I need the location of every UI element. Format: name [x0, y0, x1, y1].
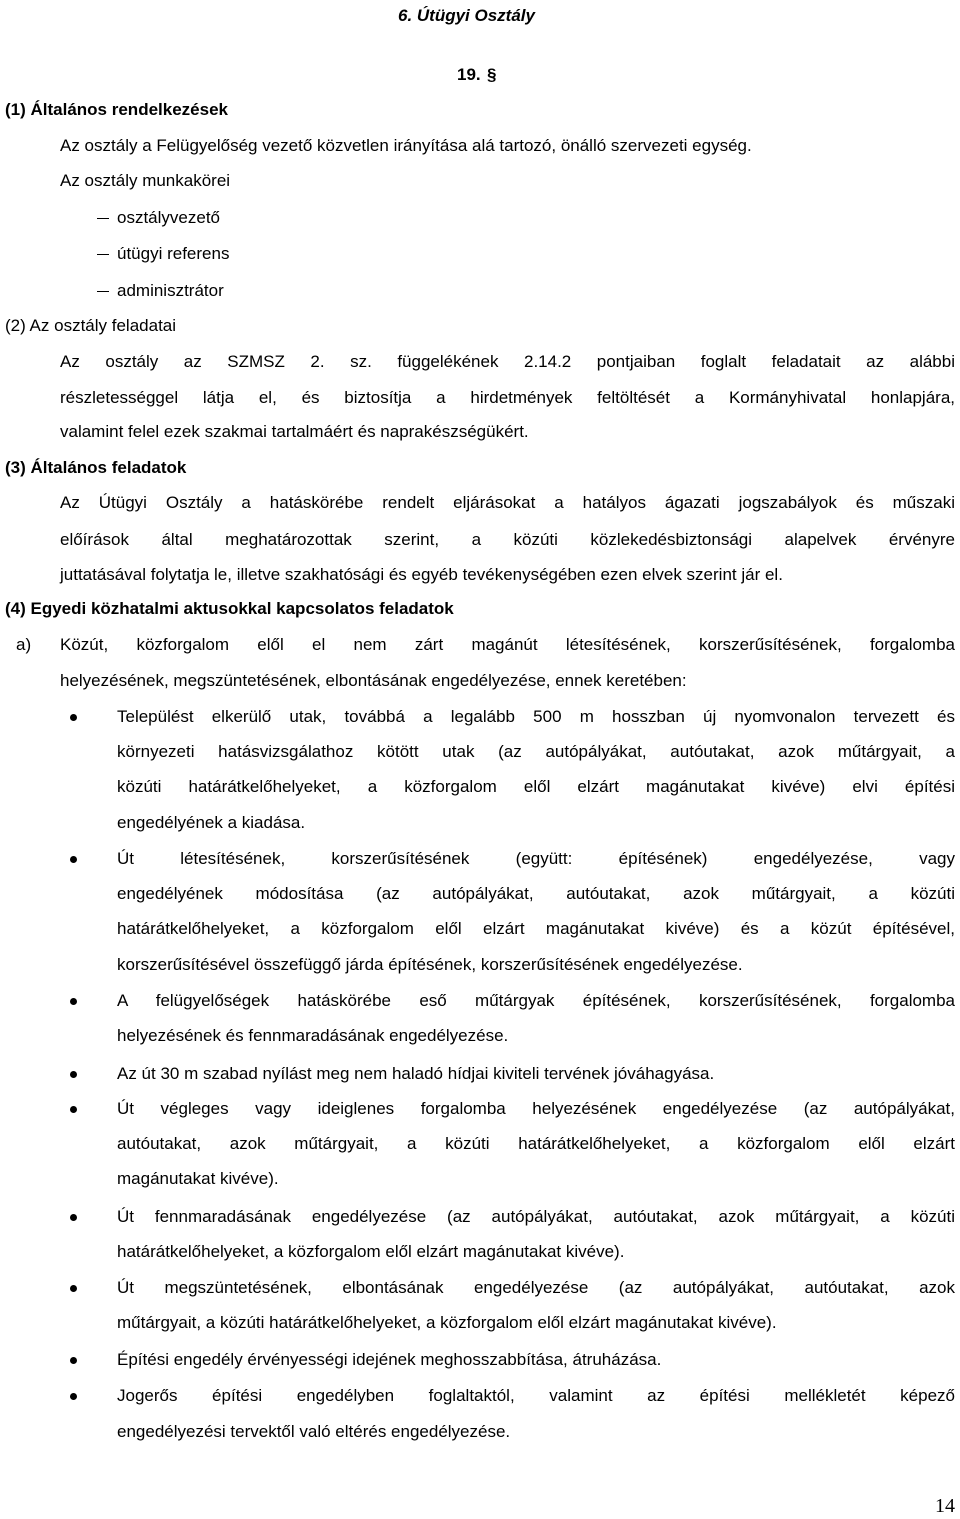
page-number: 14	[935, 1495, 955, 1517]
section-title: 6. Útügyi Osztály	[398, 6, 535, 25]
bullet-line: határátkelőhelyeket, a közforgalom elől elzárt magánutakat kivéve).	[117, 1242, 625, 1261]
bullet-line: autóutakat, azok műtárgyait, a közúti határátkelőhelyeket, a közforgalom elől elzárt	[117, 1134, 955, 1153]
role-item: útügyi referens	[97, 243, 229, 265]
bullet-line: engedélyezési tervektől való eltérés engedélyezése.	[117, 1422, 511, 1441]
item-a-line: helyezésének, megszüntetésének, elbontásának engedélyezése, ennek keretében:	[60, 671, 687, 690]
bullet-icon	[70, 1106, 77, 1113]
heading-1: (1) Általános rendelkezések	[5, 100, 228, 119]
bullet-icon	[70, 714, 77, 721]
s3-line: előírások által meghatározottak szerint, a közúti közlekedésbiztonsági alapelvek érvényre	[60, 530, 955, 549]
bullet-line: Az út 30 m szabad nyílást meg nem haladó hídjai kiviteli tervének jóváhagyása.	[117, 1064, 715, 1083]
section-sign-icon: §	[487, 65, 497, 84]
bullet-icon	[70, 1393, 77, 1400]
bullet-line: határátkelőhelyeket, a közforgalom elől elzárt magánutakat kivéve) és a közút építésével,	[117, 919, 955, 938]
s3-line: juttatásával folytatja le, illetve szakhatósági és egyéb tevékenységében ezen elvek szerint jár el.	[60, 565, 783, 584]
dash-icon	[97, 218, 109, 219]
dash-icon	[97, 291, 109, 292]
bullet-line: Települést elkerülő utak, továbbá a legalább 500 m hosszban új nyomvonalon tervezett és	[117, 707, 955, 726]
bullet-line: Jogerős építési engedélyben foglaltaktól, valamint az építési mellékletét képező	[117, 1386, 955, 1405]
bullet-icon	[70, 1071, 77, 1078]
item-a-line: Közút, közforgalom elől el nem zárt magánút létesítésének, korszerűsítésének, forgalomba	[60, 635, 955, 654]
heading-2: (2) Az osztály feladatai	[5, 316, 177, 335]
bullet-line: Építési engedély érvényességi idejének meghosszabbítása, átruházása.	[117, 1350, 662, 1369]
s2-line: részletességgel látja el, és biztosítja a hirdetmények feltöltését a Kormányhivatal honlapjára,	[60, 388, 955, 407]
paragraph-number: 19.	[457, 65, 481, 84]
bullet-line: korszerűsítésével összefüggő járda építésének, korszerűsítésének engedélyezése.	[117, 955, 743, 974]
bullet-line: közúti határátkelőhelyeket, a közforgalom elől elzárt magánutakat kivéve) elvi építési	[117, 777, 955, 796]
s1-text: Az osztály a Felügyelőség vezető közvetlen irányítása alá tartozó, önálló szervezeti egység.	[60, 136, 752, 155]
heading-3: (3) Általános feladatok	[5, 458, 187, 477]
bullet-line: A felügyelőségek hatáskörébe eső műtárgyak építésének, korszerűsítésének, forgalomba	[117, 991, 955, 1010]
bullet-line: műtárgyait, a közúti határátkelőhelyeket, a közforgalom elől elzárt magánutakat kivéve).	[117, 1313, 777, 1332]
s2-line: valamint felel ezek szakmai tartalmáért és naprakészségükért.	[60, 422, 529, 441]
bullet-icon	[70, 856, 77, 863]
item-a-label: a)	[16, 635, 32, 654]
role-item: osztályvezető	[97, 207, 220, 229]
bullet-line: magánutakat kivéve).	[117, 1169, 279, 1188]
heading-4: (4) Egyedi közhatalmi aktusokkal kapcsolatos feladatok	[5, 599, 454, 618]
bullet-line: helyezésének és fennmaradásának engedélyezése.	[117, 1026, 509, 1045]
bullet-line: környezeti hatásvizsgálathoz kötött utak (az autópályákat, autóutakat, azok műtárgyait, a	[117, 742, 955, 761]
bullet-icon	[70, 1357, 77, 1364]
bullet-line: Út megszüntetésének, elbontásának engedélyezése (az autópályákat, autóutakat, azok	[117, 1278, 955, 1297]
s3-line: Az Útügyi Osztály a hatáskörébe rendelt eljárásokat a hatályos ágazati jogszabályok és műszaki	[60, 493, 955, 512]
bullet-icon	[70, 1285, 77, 1292]
roles-title: Az osztály munkakörei	[60, 171, 231, 190]
bullet-line: Út létesítésének, korszerűsítésének (együtt: építésének) engedélyezése, vagy	[117, 849, 955, 868]
bullet-icon	[70, 998, 77, 1005]
dash-icon	[97, 254, 109, 255]
bullet-line: Út fennmaradásának engedélyezése (az autópályákat, autóutakat, azok műtárgyait, a közúti	[117, 1207, 955, 1226]
role-item: adminisztrátor	[97, 280, 224, 302]
bullet-line: engedélyének módosítása (az autópályákat, autóutakat, azok műtárgyait, a közúti	[117, 884, 955, 903]
s2-line: Az osztály az SZMSZ 2. sz. függelékének 2.14.2 pontjaiban foglalt feladatait az alábbi	[60, 352, 955, 371]
bullet-line: Út végleges vagy ideiglenes forgalomba helyezésének engedélyezése (az autópályákat,	[117, 1099, 955, 1118]
bullet-line: engedélyének a kiadása.	[117, 813, 306, 832]
bullet-icon	[70, 1214, 77, 1221]
